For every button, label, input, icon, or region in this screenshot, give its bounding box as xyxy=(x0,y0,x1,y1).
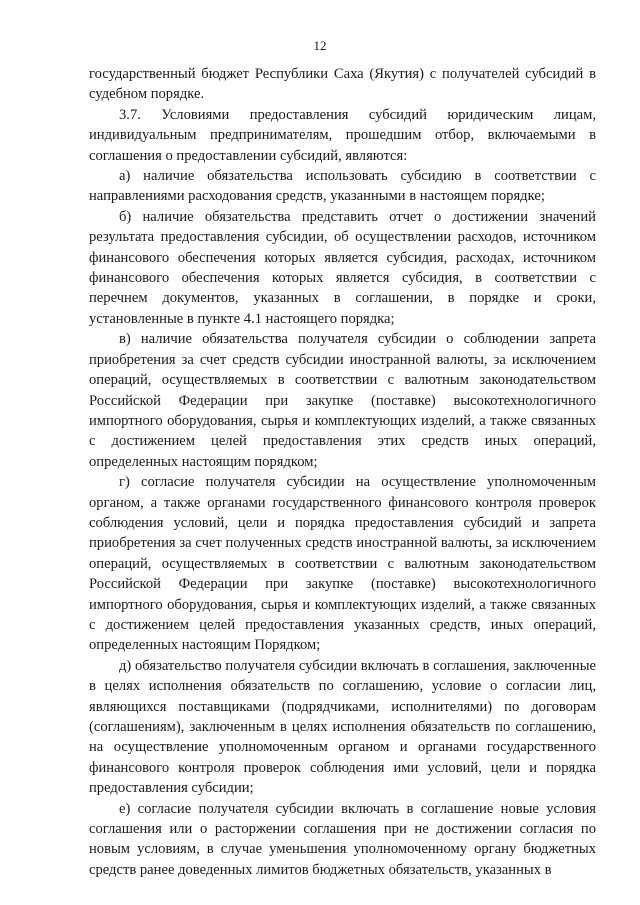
document-body xyxy=(89,64,596,880)
paragraph-item-a: а) наличие обязательства использовать субсидию в соответствии с направлениями расходования средств, указанными в настоящем порядке; xyxy=(89,168,596,205)
paragraph-item-v: в) наличие обязательства получателя субсидии о соблюдении запрета приобретения за счет средств субсидии иностранной валюты, за исключением операций, осуществляемых в соответствии с валютным законодательством Российской Федерации при закупке (поставке) высокотехнологичного импортного оборудования, сырья и комплектующих изделий, а также связанных с достижением целей предоставления этих средств иных операций, определенных настоящим порядком; xyxy=(89,331,596,470)
paragraph-item-b: б) наличие обязательства представить отчет о достижении значений результата предоставления субсидии, об осуществлении расходов, источником финансового обеспечения которых является субсидия, расходах, источником финансового обеспечения которых является субсидия, в соответствии с перечнем документов, указанных в соглашении, в порядке и сроки, установленные в пункте 4.1 настоящего порядка; xyxy=(89,208,596,327)
paragraph-item-d: д) обязательство получателя субсидии включать в соглашения, заключенные в целях исполнения обязательств по соглашению, условие о согласии лиц, являющихся поставщиками (подрядчиками, исполнителями) по договорам (соглашениям), заключенным в целях исполнения обязательств по соглашению, на осуществление уполномоченным органом и органами государственного финансового контроля проверок соблюдения ими условий, цели и порядка предоставления субсидии; xyxy=(89,657,596,797)
page-number: 12 xyxy=(313,38,327,53)
paragraph-item-e: е) согласие получателя субсидии включать в соглашение новые условия соглашения или о расторжении соглашения при не достижении согласия по новым условиям, в случае уменьшения уполномоченному органу бюджетных средств ранее доведенных лимитов бюджетных обязательств, указанных в xyxy=(89,800,596,878)
paragraph-clause-3-7: 3.7. Условиями предоставления субсидий юридическим лицам, индивидуальным предпринимателям, прошедшим отбор, включаемыми в соглашения о предоставлении субсидий, являются: xyxy=(89,106,596,164)
paragraph-item-g: г) согласие получателя субсидии на осуществление уполномоченным органом, а также органами государственного финансового контроля проверок соблюдения условий, цели и порядка предоставления субсидий и запрета приобретения за счет полученных средств иностранной валюты, за исключением операций, осуществляемых в соответствии с валютным законодательством Российской Федерации при закупке (поставке) высокотехнологичного импортного оборудования, сырья и комплектующих изделий, а также связанных с достижением целей предоставления указанных средств, иных операций, определенных настоящим Порядком; xyxy=(89,474,596,654)
paragraph-continuation: государственный бюджет Республики Саха (Якутия) с получателей субсидий в судебном порядке. xyxy=(89,66,596,103)
